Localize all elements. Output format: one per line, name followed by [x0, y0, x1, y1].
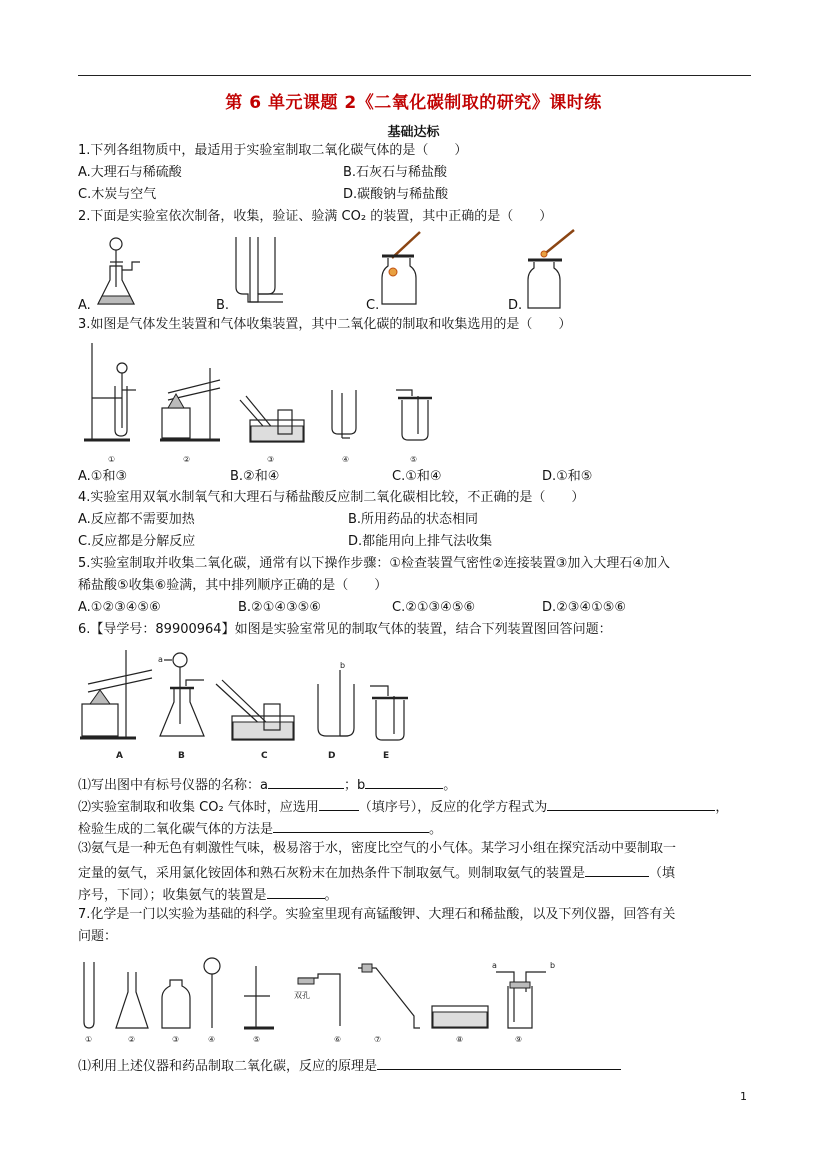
page-title: 第 6 单元课题 2《二氧化碳制取的研究》课时练 — [225, 93, 602, 113]
q6-blank-ammonia-device[interactable] — [585, 862, 649, 877]
q6-blank-b[interactable] — [365, 774, 443, 789]
q6-part2-text-a: ⑵实验室制取和收集 CO₂ 气体时，应选用 — [78, 800, 319, 815]
q5-option-a: A.①②③④⑤⑥ — [78, 600, 161, 615]
q3-label-1: ① — [108, 455, 116, 464]
svg-text:⑤: ⑤ — [253, 1035, 261, 1044]
q4-option-b: B.所用药品的状态相同 — [348, 512, 479, 527]
q6-blank-device[interactable] — [319, 796, 359, 811]
q3-apparatus-5-upward-collection — [396, 390, 432, 464]
svg-text:a: a — [492, 961, 497, 970]
svg-text:b: b — [550, 961, 556, 970]
q6-label-e: E — [383, 751, 390, 761]
q6-apparatus-c — [216, 680, 294, 761]
q4-stem: 4.实验室用双氧水制氧气和大理石与稀盐酸反应制二氧化碳相比较，不正确的是（ ） — [78, 490, 585, 505]
q5-stem-line2: 稀盐酸⑤收集⑥验满，其中排列顺序正确的是（ ） — [78, 578, 388, 593]
q5-stem-line1: 5.实验室制取并收集二氧化碳，通常有以下操作步骤：①检查装置气密性②连接装置③加入大理石④加入 — [78, 556, 671, 571]
q6-apparatus-d — [318, 661, 354, 761]
q6-label-d: D — [328, 751, 336, 761]
svg-text:⑨: ⑨ — [515, 1035, 523, 1044]
q3-apparatus-1-test-tube-stand — [84, 343, 136, 464]
svg-text:④: ④ — [208, 1035, 216, 1044]
section-subtitle: 基础达标 — [387, 125, 440, 140]
q7-blank-principle[interactable] — [377, 1055, 621, 1070]
q6-part2-line1 — [78, 796, 728, 817]
q3-apparatus-3-water-trough — [240, 396, 304, 464]
q7-instrument-6-two-hole-stopper — [294, 974, 341, 1044]
q6-part1-mid: ；b — [343, 778, 366, 793]
q7-instrument-7-bent-tube — [358, 964, 420, 1044]
q2-figure-d-bottle-with-splint — [522, 228, 582, 308]
q6-part3-text-d: 序号，下同）；收集氨气的装置是 — [78, 888, 267, 903]
page-number: 1 — [740, 1090, 747, 1103]
svg-text:⑧: ⑧ — [456, 1035, 464, 1044]
q6-blank-ammonia-collect[interactable] — [267, 884, 325, 899]
q6-part1 — [78, 774, 456, 795]
q6-stem: 6.【导学号：89900964】如图是实验室常见的制取气体的装置，结合下列装置图回答问题： — [78, 622, 612, 637]
svg-text:双孔: 双孔 — [294, 991, 310, 1000]
q4-option-c: C.反应都是分解反应 — [78, 534, 196, 549]
q6-apparatus-e — [370, 686, 408, 761]
svg-text:⑦: ⑦ — [374, 1035, 382, 1044]
q7-part1-text: ⑴利用上述仪器和药品制取二氧化碳，反应的原理是 — [78, 1059, 378, 1074]
q7-instrument-3-wide-bottle — [162, 980, 190, 1044]
q2-option-b: B. — [216, 298, 230, 313]
q2-option-c: C. — [366, 298, 380, 313]
q3-stem: 3.如图是气体发生装置和气体收集装置，其中二氧化碳的制取和收集选用的是（ ） — [78, 317, 572, 332]
q6-blank-a[interactable] — [268, 774, 344, 789]
q2-stem: 2.下面是实验室依次制备，收集，验证、验满 CO₂ 的装置，其中正确的是（ ） — [78, 209, 553, 224]
q6-part1-end: 。 — [443, 778, 457, 793]
q6-part3-line1: ⑶氨气是一种无色有刺激性气味，极易溶于水，密度比空气的小气体。某学习小组在探究活动中要制取一 — [78, 841, 677, 856]
q3-label-5: ⑤ — [410, 455, 418, 464]
q4-option-d: D.都能用向上排气法收集 — [348, 534, 493, 549]
q3-label-2: ② — [183, 455, 191, 464]
q3-label-4: ④ — [342, 455, 350, 464]
q5-option-c: C.②①③④⑤⑥ — [392, 600, 476, 615]
q2-figure-a-flask-apparatus — [90, 232, 150, 312]
q7-instrument-9-gas-washing-bottle — [492, 961, 555, 1044]
q7-instrument-5-iron-stand — [244, 966, 274, 1044]
q3-apparatus-4-downward-collection — [332, 390, 356, 464]
q6-part2-text-e: 。 — [429, 822, 443, 837]
q6-apparatus-row — [78, 646, 418, 766]
q6-part3-text-e: 。 — [324, 888, 338, 903]
header-rule — [78, 75, 751, 76]
q6-part3-text-c: （填 — [649, 866, 676, 881]
q4-option-a: A.反应都不需要加热 — [78, 512, 195, 527]
q1-option-d: D.碳酸钠与稀盐酸 — [343, 187, 449, 202]
q6-part3-line3 — [78, 884, 338, 905]
q3-option-b: B.②和④ — [230, 469, 280, 484]
q7-instrument-8-water-trough — [432, 1006, 488, 1044]
q6-mark-a: a — [158, 655, 163, 664]
q2-figure-b-gas-bottle — [228, 232, 288, 312]
svg-text:②: ② — [128, 1035, 136, 1044]
q6-part2-text-d: 检验生成的二氧化碳气体的方法是 — [78, 822, 274, 837]
q6-blank-method[interactable] — [273, 818, 429, 833]
svg-text:①: ① — [85, 1035, 93, 1044]
q3-label-3: ③ — [267, 455, 275, 464]
q6-part2-text-b: （填序号），反应的化学方程式为 — [358, 800, 548, 815]
svg-text:③: ③ — [172, 1035, 180, 1044]
q7-stem-line2: 问题： — [78, 929, 118, 944]
q3-option-c: C.①和④ — [392, 469, 442, 484]
q1-option-c: C.木炭与空气 — [78, 187, 157, 202]
q6-part2-text-c: ， — [715, 800, 729, 815]
q6-part3-text-b: 定量的氨气，采用氯化铵固体和熟石灰粉末在加热条件下制取氨气。则制取氨气的装置是 — [78, 866, 586, 881]
q7-instrument-1-test-tube — [84, 962, 94, 1044]
q6-apparatus-a — [80, 650, 152, 761]
svg-text:⑥: ⑥ — [334, 1035, 342, 1044]
q6-part1-text: ⑴写出图中有标号仪器的名称：a — [78, 778, 268, 793]
q5-option-b: B.②①④③⑤⑥ — [238, 600, 321, 615]
q3-apparatus-2-heated-tube — [160, 368, 220, 464]
q1-option-b: B.石灰石与稀盐酸 — [343, 165, 448, 180]
q6-apparatus-b — [158, 653, 204, 761]
q3-option-d: D.①和⑤ — [542, 469, 593, 484]
q6-label-a: A — [116, 751, 123, 761]
q7-part1 — [78, 1055, 621, 1076]
q2-option-a: A. — [78, 298, 91, 313]
q6-mark-b: b — [340, 661, 346, 670]
q1-option-a: A.大理石与稀硫酸 — [78, 165, 182, 180]
q1-stem: 1.下列各组物质中，最适用于实验室制取二氧化碳气体的是（ ） — [78, 143, 468, 158]
q6-part3-line2 — [78, 862, 675, 883]
q5-option-d: D.②③④①⑤⑥ — [542, 600, 627, 615]
q6-label-b: B — [178, 751, 185, 761]
q7-stem-line1: 7.化学是一门以实验为基础的科学。实验室里现有高锰酸钾、大理石和稀盐酸，以及下列仪器，回答有关 — [78, 907, 676, 922]
q7-instrument-4-long-neck-funnel — [204, 958, 220, 1044]
q7-instrument-2-conical-flask — [116, 972, 148, 1044]
q3-option-a: A.①和③ — [78, 469, 128, 484]
q6-label-c: C — [261, 751, 268, 761]
q2-option-d: D. — [508, 298, 523, 313]
q6-part2-line2 — [78, 818, 442, 839]
q6-blank-equation[interactable] — [547, 796, 715, 811]
q3-apparatus-row — [80, 338, 440, 468]
q2-figure-c-bottle-with-splint — [376, 230, 436, 310]
q7-instrument-row — [78, 956, 558, 1048]
